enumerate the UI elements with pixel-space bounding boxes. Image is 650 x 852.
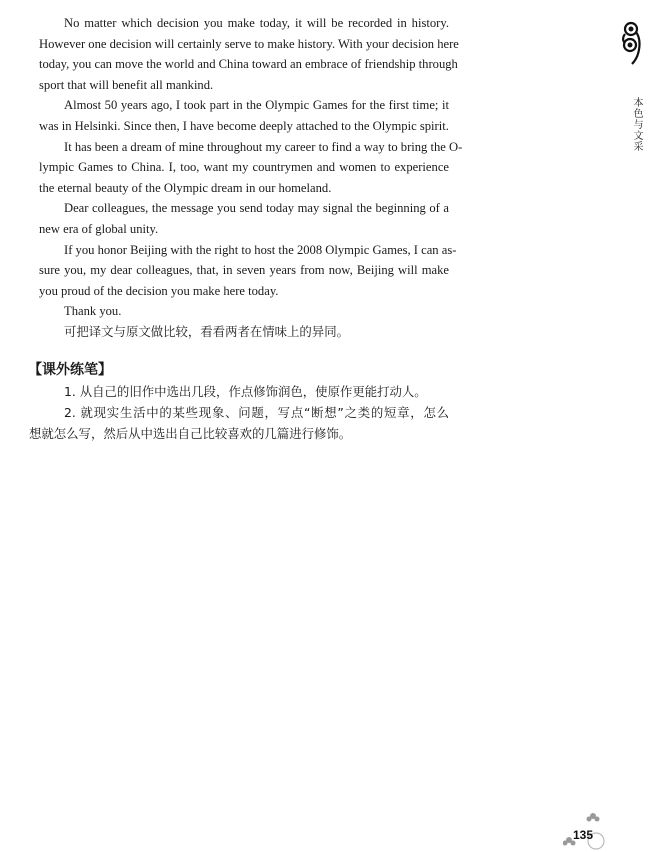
side-title: 本色与文采 <box>631 97 642 152</box>
text-line: If you honor Beijing with the right to host the 2008 Olympic Games, I can as- <box>64 242 457 257</box>
text-line: today, you can move the world and China toward an embrace of friendship through <box>39 57 458 72</box>
text-line: Thank you. <box>64 304 122 319</box>
page-number: 135 <box>573 828 594 842</box>
text-line: 想就怎么写，然后从中选出自己比较喜欢的几篇进行修饰。 <box>29 426 352 441</box>
text-line: sport that will benefit all mankind. <box>39 77 214 92</box>
text-line: you proud of the decision you make here today. <box>39 283 279 298</box>
text-line: 1. 从自己的旧作中选出几段，作点修饰润色，使原作更能打动人。 <box>64 384 427 399</box>
text-line: Dear colleagues, the message you send today may signal the beginning of a <box>64 201 449 216</box>
text-line: However one decision will certainly serve to make history. With your decision here <box>39 36 459 51</box>
text-line: the eternal beauty of the Olympic dream in our homeland. <box>39 180 332 195</box>
paragraph <box>39 301 449 322</box>
text-line: new era of global unity. <box>39 221 159 236</box>
section-heading: 【课外练笔】 <box>28 362 112 378</box>
paragraph <box>39 322 449 343</box>
exercise-item <box>29 402 449 444</box>
text-line: Almost 50 years ago, I took part in the Olympic Games for the first time; it <box>64 98 449 113</box>
text-line: No matter which decision you make today, it will be recorded in history. <box>64 16 449 30</box>
paragraph <box>39 137 463 199</box>
text-line: 2. 就现实生活中的某些现象、问题，写点“断想”之类的短章，怎么 <box>64 405 449 420</box>
text-line: was in Helsinki. Since then, I have become deeply attached to the Olympic spirit. <box>39 118 449 133</box>
text-line: lympic Games to China. I, too, want my countrymen and women to experience <box>39 160 449 175</box>
exercise-list <box>29 381 449 444</box>
text-line: 可把译文与原文做比较，看看两者在情味上的异同。 <box>64 323 349 339</box>
paragraph <box>39 198 449 239</box>
paragraph <box>39 95 449 136</box>
exercise-item <box>39 381 449 402</box>
paragraph <box>39 240 457 302</box>
text-line: sure you, my dear colleagues, that, in seven years from now, Beijing will make <box>39 263 449 278</box>
paragraph <box>39 13 459 95</box>
ornament-icon <box>620 20 644 68</box>
body-text <box>39 13 463 343</box>
text-line: It has been a dream of mine throughout my career to find a way to bring the O- <box>64 139 463 154</box>
